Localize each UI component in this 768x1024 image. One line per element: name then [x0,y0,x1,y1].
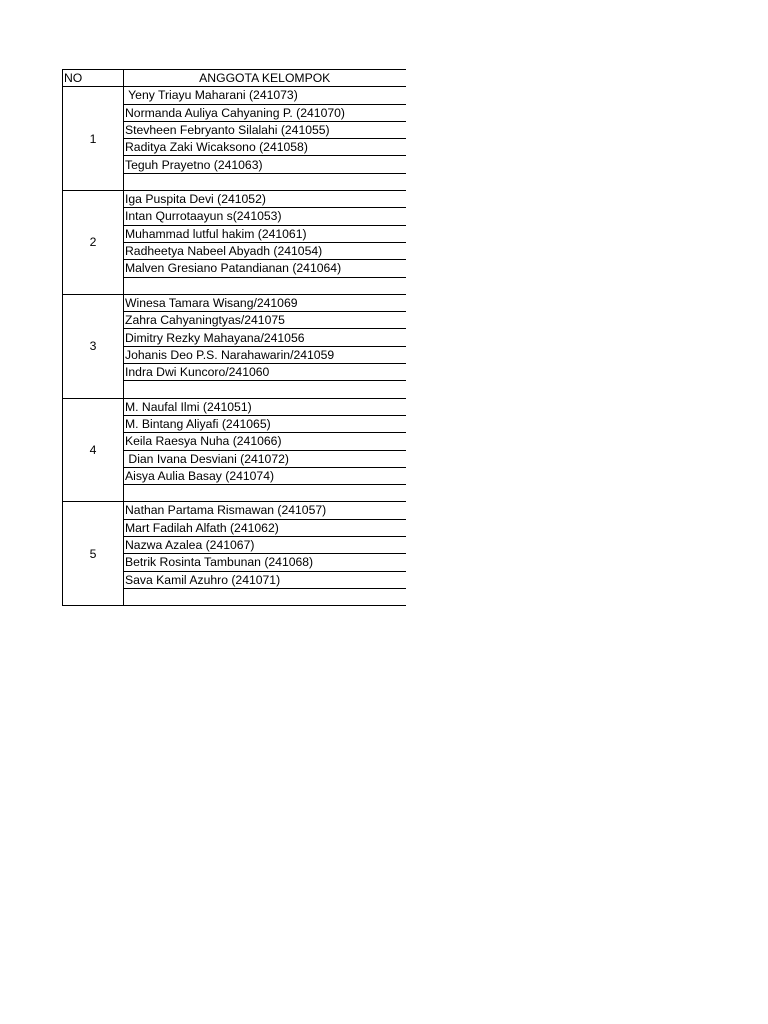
member-cell: Dian Ivana Desviani (241072) [124,450,406,467]
member-cell: Iga Puspita Devi (241052) [124,191,406,208]
member-cell [124,588,406,605]
table-row [63,398,406,415]
member-cell: Keila Raesya Nuha (241066) [124,433,406,450]
member-cell: M. Bintang Aliyafi (241065) [124,415,406,432]
table-row [63,294,406,311]
group-members-table [62,69,406,606]
member-cell: Raditya Zaki Wicaksono (241058) [124,139,406,156]
table-body [63,87,406,606]
member-cell: Aisya Aulia Basay (241074) [124,467,406,484]
member-cell: Indra Dwi Kuncoro/241060 [124,364,406,381]
member-cell: Betrik Rosinta Tambunan (241068) [124,554,406,571]
table-row [63,502,406,519]
group-number-cell: 3 [63,294,124,398]
header-row [63,70,406,87]
member-cell [124,485,406,502]
member-cell: M. Naufal Ilmi (241051) [124,398,406,415]
group-number-cell: 2 [63,191,124,295]
member-cell: Sava Kamil Azuhro (241071) [124,571,406,588]
member-cell: Teguh Prayetno (241063) [124,156,406,173]
member-cell: Nazwa Azalea (241067) [124,537,406,554]
member-cell [124,173,406,190]
member-cell: Yeny Triayu Maharani (241073) [124,87,406,104]
member-cell: Malven Gresiano Patandianan (241064) [124,260,406,277]
table-row [63,191,406,208]
member-cell: Stevheen Febryanto Silalahi (241055) [124,121,406,138]
member-cell [124,277,406,294]
member-cell: Dimitry Rezky Mahayana/241056 [124,329,406,346]
member-cell [124,381,406,398]
member-cell: Intan Qurrotaayun s(241053) [124,208,406,225]
member-cell: Nathan Partama Rismawan (241057) [124,502,406,519]
header-no: NO [63,70,124,87]
table-row [63,87,406,104]
group-number-cell: 4 [63,398,124,502]
header-members: ANGGOTA KELOMPOK [124,70,406,87]
member-cell: Mart Fadilah Alfath (241062) [124,519,406,536]
member-cell: Winesa Tamara Wisang/241069 [124,294,406,311]
member-cell: Muhammad lutful hakim (241061) [124,225,406,242]
member-cell: Normanda Auliya Cahyaning P. (241070) [124,104,406,121]
group-number-cell: 1 [63,87,124,191]
group-number-cell: 5 [63,502,124,606]
member-cell: Zahra Cahyaningtyas/241075 [124,312,406,329]
member-cell: Johanis Deo P.S. Narahawarin/241059 [124,346,406,363]
member-cell: Radheetya Nabeel Abyadh (241054) [124,242,406,259]
